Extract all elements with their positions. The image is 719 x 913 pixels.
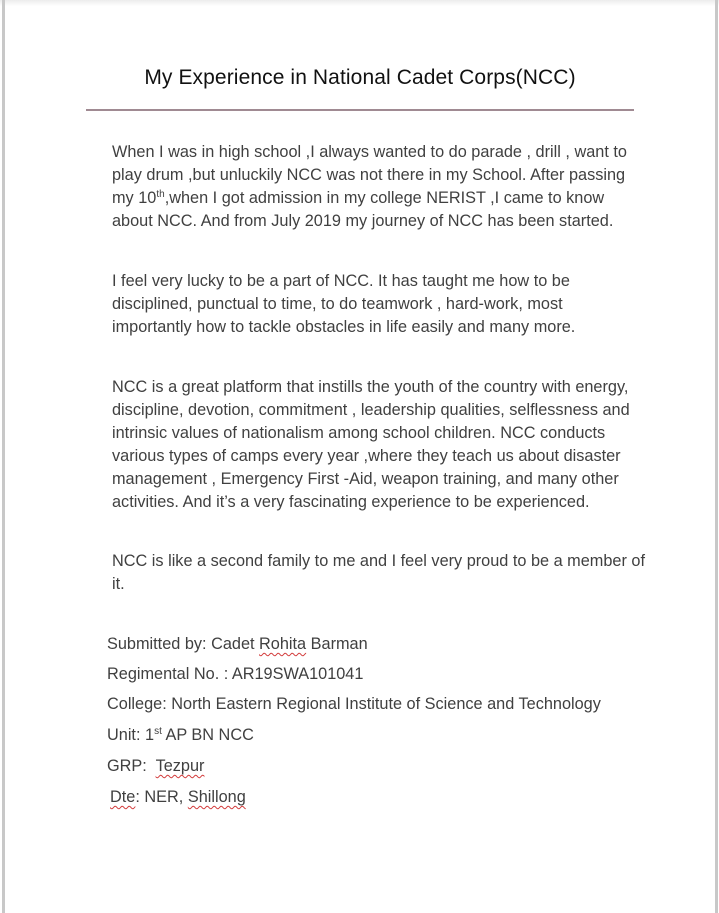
- text-line: [112, 187, 642, 210]
- spellcheck-flagged-word[interactable]: Rohita: [259, 635, 307, 653]
- text-fragment: AP BN NCC: [161, 726, 254, 744]
- text-line: I feel very lucky to be a part of NCC. It has taught me how to be: [112, 272, 570, 290]
- text-line: When I was in high school ,I always wanted to do parade , drill , want to: [112, 143, 627, 161]
- text-fragment: Barman: [306, 635, 368, 653]
- superscript: th: [156, 189, 165, 200]
- page-top-shadow: [0, 0, 719, 6]
- text-line: management , Emergency First -Aid, weapon training, and many other: [112, 470, 619, 488]
- superscript: st: [154, 726, 162, 737]
- text-line: importantly how to tackle obstacles in life easily and many more.: [112, 318, 576, 336]
- spellcheck-flagged-word[interactable]: Shillong: [187, 788, 246, 806]
- text-line: various types of camps every year ,where they teach us about disaster: [112, 447, 621, 465]
- text-fragment: my 10: [112, 189, 157, 207]
- text-line: discipline, devotion, commitment , leadership qualities, selflessness and: [112, 401, 630, 419]
- text-fragment: Submitted by: Cadet: [107, 635, 260, 653]
- college-line: College: North Eastern Regional Institute of Science and Technology: [107, 695, 601, 713]
- unit-line: [107, 726, 254, 745]
- text-line: NCC is a great platform that instills the youth of the country with energy,: [112, 378, 629, 396]
- regimental-number-line: Regimental No. : AR19SWA101041: [107, 665, 364, 683]
- paragraph-intro: [112, 141, 642, 233]
- text-fragment: ,when I got admission in my college NERIST ,I came to know: [164, 189, 605, 207]
- text-fragment: Unit: 1: [107, 726, 155, 744]
- document-title: My Experience in National Cadet Corps(NCC): [144, 66, 576, 89]
- page-left-edge: [2, 0, 5, 913]
- spellcheck-flagged-word[interactable]: Tezpur: [155, 757, 205, 775]
- text-line: intrinsic values of nationalism among school children. NCC conducts: [112, 424, 606, 442]
- text-line: activities. And it’s a very fascinating experience to be experienced.: [112, 493, 590, 511]
- paragraph-family: [112, 550, 645, 596]
- text-line: about NCC. And from July 2019 my journey of NCC has been started.: [112, 212, 614, 230]
- title-underline-rule: [86, 109, 634, 111]
- text-fragment: GRP:: [107, 757, 156, 775]
- group-line: [107, 757, 204, 776]
- text-line: NCC is like a second family to me and I feel very proud to be a member of: [112, 552, 645, 570]
- text-line: play drum ,but unluckily NCC was not there in my School. After passing: [112, 166, 626, 184]
- directorate-line: [110, 788, 246, 807]
- paragraph-platform: [112, 376, 642, 514]
- submitted-by-line: [107, 635, 368, 654]
- paragraph-lucky: [112, 270, 642, 339]
- text-line: it.: [112, 575, 125, 593]
- text-line: disciplined, punctual to time, to do teamwork , hard-work, most: [112, 295, 563, 313]
- page-right-edge: [715, 0, 718, 913]
- text-fragment: : NER,: [135, 788, 188, 806]
- spellcheck-flagged-word[interactable]: Dte: [110, 788, 136, 806]
